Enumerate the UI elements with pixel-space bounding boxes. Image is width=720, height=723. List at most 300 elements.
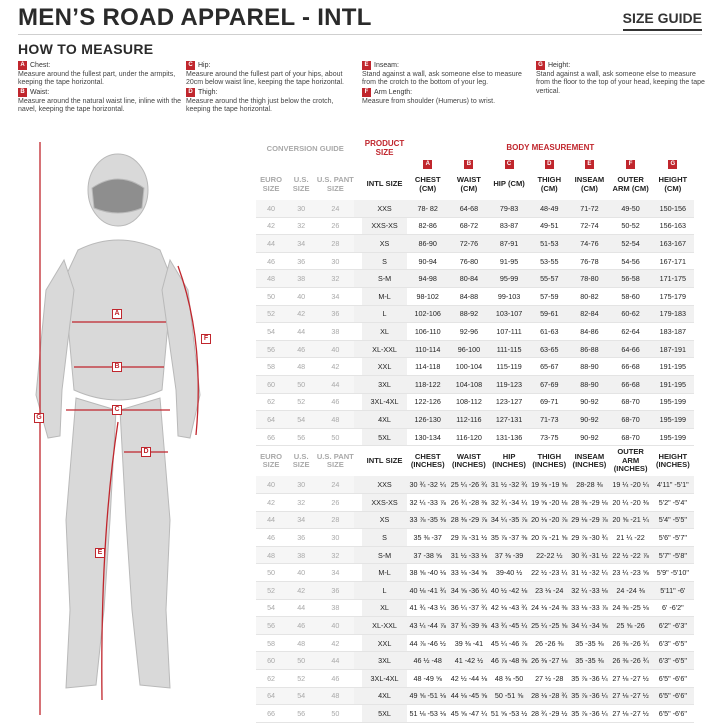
measurement-cell: 104-108 xyxy=(449,376,489,394)
measurement-cell: 88-92 xyxy=(449,305,489,323)
figure-label-e: E xyxy=(95,548,105,558)
measurement-cell: 119-123 xyxy=(489,376,529,394)
measurement-cell: 72-74 xyxy=(569,217,609,235)
figure-label-b: B xyxy=(112,362,122,372)
conversion-cell: 62 xyxy=(256,393,286,411)
conversion-cell: 40 xyxy=(316,340,354,358)
measurement-cell: 191-195 xyxy=(652,376,694,394)
measurement-cell: 90-92 xyxy=(569,411,609,429)
table-row xyxy=(256,217,694,235)
measurement-cell: 195-199 xyxy=(652,393,694,411)
conversion-cell: 40 xyxy=(286,564,316,582)
measurement-cell: 6'3" -6'5" xyxy=(652,652,694,670)
intl-size-cell: 3XL-4XL xyxy=(362,393,406,411)
spacer-cell xyxy=(354,564,362,582)
measurement-cell: 42 ½ -44 ⅛ xyxy=(449,669,489,687)
spacer-cell xyxy=(354,446,362,476)
spacer-cell xyxy=(354,323,362,341)
measurement-cell: 5'6" -5'7" xyxy=(652,529,694,547)
measure-badge: B xyxy=(18,88,27,97)
conversion-cell: 54 xyxy=(286,411,316,429)
measurement-cell: 84-88 xyxy=(449,288,489,306)
measurement-cell: 66-68 xyxy=(610,358,652,376)
conversion-cell: 40 xyxy=(286,288,316,306)
intl-size-cell: XS xyxy=(362,235,406,253)
badge-cell xyxy=(569,158,609,170)
measure-note-e xyxy=(362,61,532,88)
measurement-cell: 187-191 xyxy=(652,340,694,358)
measurement-column-header: THIGH (CM) xyxy=(537,175,562,193)
measurement-cell: 111-115 xyxy=(489,340,529,358)
table-row xyxy=(256,323,694,341)
size-guide-label: SIZE GUIDE xyxy=(623,10,702,31)
conversion-cell: 32 xyxy=(286,217,316,235)
measurement-cell: 22 ½ -22 ⅞ xyxy=(610,546,652,564)
measurement-cell: 183-187 xyxy=(652,323,694,341)
measurement-cell: 6'2" -6'3" xyxy=(652,617,694,635)
measurement-cell: 25 ¼ -25 ⅝ xyxy=(529,617,569,635)
measurement-cell: 167-171 xyxy=(652,252,694,270)
measurement-cell: 5'7" -5'8" xyxy=(652,546,694,564)
spacer-cell xyxy=(256,158,286,170)
spacer-cell xyxy=(354,529,362,547)
conversion-cell: 60 xyxy=(256,652,286,670)
conversion-cell: 36 xyxy=(286,529,316,547)
measure-note-d xyxy=(186,88,356,115)
measurement-cell: 28 ¾ -29 ½ xyxy=(529,705,569,723)
measurement-cell: 76-80 xyxy=(449,252,489,270)
measurement-cell: 27 ⅛ -27 ½ xyxy=(610,705,652,723)
measure-label: Inseam: xyxy=(374,62,399,69)
measurement-cell: 88-90 xyxy=(569,358,609,376)
measurement-cell: 33 ⅞ -35 ⅜ xyxy=(407,511,449,529)
conversion-column-header: EURO SIZE xyxy=(260,451,283,470)
measurement-cell: 6'3" -6'5" xyxy=(652,634,694,652)
conversion-cell: 38 xyxy=(286,546,316,564)
measurement-cell: 29 ⅞ -31 ½ xyxy=(449,529,489,547)
table-row xyxy=(256,393,694,411)
spacer-cell xyxy=(354,217,362,235)
measurement-cell: 25 ¼ -26 ¾ xyxy=(449,476,489,494)
measurement-cell: 51-53 xyxy=(529,235,569,253)
intl-size-cell: L xyxy=(362,305,406,323)
measurement-cell: 103-107 xyxy=(489,305,529,323)
intl-size-cell: XXS xyxy=(362,200,406,218)
measurement-cell: 86-90 xyxy=(407,235,449,253)
measurement-cell: 26 ¾ -28 ⅜ xyxy=(449,494,489,512)
spacer-cell xyxy=(354,546,362,564)
measure-text: Stand against a wall, ask someone else to measure from the crotch to the bottom of your leg. xyxy=(362,70,522,87)
conversion-cell: 30 xyxy=(286,200,316,218)
measurement-cell: 35 -35 ⅜ xyxy=(569,634,609,652)
conversion-cell: 38 xyxy=(316,599,354,617)
conversion-cell: 32 xyxy=(316,546,354,564)
spacer-cell xyxy=(354,200,362,218)
intl-size-cell: S-M xyxy=(362,546,406,564)
measurement-cell: 4'11" -5'1" xyxy=(652,476,694,494)
conversion-cell: 38 xyxy=(286,270,316,288)
measurement-cell: 58-60 xyxy=(610,288,652,306)
table-group-header-row xyxy=(256,140,694,158)
measurement-cell: 37 ¾ -39 ⅜ xyxy=(449,617,489,635)
measurement-cell: 156-163 xyxy=(652,217,694,235)
measurement-cell: 27 ½ -28 xyxy=(529,669,569,687)
measurement-cell: 29 ⅞ -30 ¾ xyxy=(569,529,609,547)
measurement-cell: 40 ⅛ -41 ¾ xyxy=(407,581,449,599)
measurement-cell: 175-179 xyxy=(652,288,694,306)
header-divider xyxy=(18,34,702,35)
conversion-cell: 44 xyxy=(286,599,316,617)
conversion-cell: 56 xyxy=(256,617,286,635)
intl-size-cell: XS xyxy=(362,511,406,529)
measurement-cell: 44 ⅛ -45 ⅝ xyxy=(449,687,489,705)
measurement-cell: 61-63 xyxy=(529,323,569,341)
measurement-cell: 49 ⅝ -51 ⅛ xyxy=(407,687,449,705)
measurement-cell: 20 ⅞ -21 ⅝ xyxy=(529,529,569,547)
measurement-cell: 41 ¾ -43 ¼ xyxy=(407,599,449,617)
intl-size-cell: XL-XXL xyxy=(362,340,406,358)
measurement-cell: 5'4" -5'5" xyxy=(652,511,694,529)
spacer-cell xyxy=(354,511,362,529)
spacer-cell xyxy=(354,652,362,670)
badge-cell xyxy=(489,158,529,170)
spacer-cell xyxy=(354,235,362,253)
measurement-cell: 32 ¼ -33 ⅞ xyxy=(407,494,449,512)
conversion-cell: 46 xyxy=(286,617,316,635)
spacer-cell xyxy=(354,599,362,617)
measurement-cell: 108-112 xyxy=(449,393,489,411)
measurement-cell: 60-62 xyxy=(610,305,652,323)
measurement-cell: 20 ⅛ -20 ⅞ xyxy=(529,511,569,529)
table-header-row-cm xyxy=(256,170,694,200)
conversion-cell: 42 xyxy=(256,217,286,235)
measurement-cell: 82-86 xyxy=(407,217,449,235)
column-badge-c: C xyxy=(505,160,514,169)
measurement-cell: 46 ½ -48 xyxy=(407,652,449,670)
measurement-cell: 43 ¼ -44 ⅞ xyxy=(407,617,449,635)
conversion-cell: 48 xyxy=(286,358,316,376)
conversion-cell: 56 xyxy=(256,340,286,358)
spacer-cell xyxy=(354,376,362,394)
measurement-cell: 87-91 xyxy=(489,235,529,253)
measure-badge: F xyxy=(362,88,371,97)
conversion-cell: 30 xyxy=(316,252,354,270)
measurement-cell: 126-130 xyxy=(407,411,449,429)
intl-size-cell: S-M xyxy=(362,270,406,288)
measure-label: Waist: xyxy=(30,89,50,96)
measurement-cell: 32 ¾ -34 ¼ xyxy=(489,494,529,512)
table-row xyxy=(256,476,694,494)
measurement-cell: 78- 82 xyxy=(407,200,449,218)
intl-size-header: INTL SIZE xyxy=(366,179,403,189)
conversion-cell: 66 xyxy=(256,428,286,446)
measurement-cell: 195-199 xyxy=(652,411,694,429)
spacer-cell xyxy=(362,158,406,170)
conversion-cell: 24 xyxy=(316,200,354,218)
measurement-cell: 195-199 xyxy=(652,428,694,446)
table-row xyxy=(256,411,694,429)
measurement-column-header: HEIGHT (INCHES) xyxy=(655,451,690,470)
spacer-cell xyxy=(354,358,362,376)
conversion-cell: 46 xyxy=(256,529,286,547)
measurement-cell: 37 -38 ⅝ xyxy=(407,546,449,564)
conversion-cell: 40 xyxy=(256,476,286,494)
intl-size-cell: 5XL xyxy=(362,428,406,446)
measurement-cell: 54-56 xyxy=(610,252,652,270)
measurement-cell: 50-52 xyxy=(610,217,652,235)
measure-text: Stand against a wall, ask someone else to measure from the floor to the top of your head, keeping the tape vertical. xyxy=(536,70,705,95)
conversion-cell: 50 xyxy=(316,705,354,723)
conversion-cell: 48 xyxy=(256,270,286,288)
measure-note-a xyxy=(18,61,188,88)
measurement-cell: 74-76 xyxy=(569,235,609,253)
table-row xyxy=(256,652,694,670)
table-row xyxy=(256,235,694,253)
column-badge-d: D xyxy=(545,160,554,169)
spacer-cell xyxy=(354,340,362,358)
table-row xyxy=(256,511,694,529)
spacer-cell xyxy=(354,288,362,306)
table-row xyxy=(256,270,694,288)
measurement-cell: 19 ¼ -20 ¼ xyxy=(610,476,652,494)
measurement-cell: 28-28 ⅜ xyxy=(569,476,609,494)
measurement-column-header: INSEAM (INCHES) xyxy=(572,451,607,470)
spacer-cell xyxy=(354,687,362,705)
conversion-cell: 26 xyxy=(316,217,354,235)
table-badge-row xyxy=(256,158,694,170)
measure-badge: E xyxy=(362,61,371,70)
spacer-cell xyxy=(286,158,316,170)
intl-size-cell: XXL xyxy=(362,634,406,652)
measurement-cell: 83-87 xyxy=(489,217,529,235)
intl-size-cell: XXS-XS xyxy=(362,217,406,235)
conversion-cell: 44 xyxy=(256,235,286,253)
intl-size-cell: L xyxy=(362,581,406,599)
measurement-cell: 90-94 xyxy=(407,252,449,270)
intl-size-cell: M-L xyxy=(362,288,406,306)
conversion-cell: 52 xyxy=(256,305,286,323)
measurement-column-header: CHEST (CM) xyxy=(414,175,441,193)
measurement-cell: 20 ¼ -20 ⅜ xyxy=(610,494,652,512)
measurement-cell: 110-114 xyxy=(407,340,449,358)
conversion-cell: 44 xyxy=(286,323,316,341)
conversion-column-header: U.S. SIZE xyxy=(292,175,310,193)
measurement-cell: 46 ⅞ -48 ⅜ xyxy=(489,652,529,670)
measurement-cell: 26 ⅜ -27 ⅛ xyxy=(529,652,569,670)
size-table xyxy=(256,140,694,723)
badge-cell xyxy=(407,158,449,170)
spacer-cell xyxy=(354,158,362,170)
measurement-cell: 33 ⅛ -34 ⅝ xyxy=(449,564,489,582)
measurement-cell: 45 ⅝ -47 ¼ xyxy=(449,705,489,723)
measurement-cell: 30 ¾ -32 ¼ xyxy=(407,476,449,494)
spacer-cell xyxy=(316,158,354,170)
measurement-column-header: THIGH (INCHES) xyxy=(532,451,567,470)
intl-size-cell: 4XL xyxy=(362,411,406,429)
conversion-cell: 42 xyxy=(286,305,316,323)
spacer-cell xyxy=(354,494,362,512)
intl-size-cell: 4XL xyxy=(362,687,406,705)
measurement-cell: 53-55 xyxy=(529,252,569,270)
measurement-cell: 37 ⅜ -39 xyxy=(489,546,529,564)
intl-size-cell: XXL xyxy=(362,358,406,376)
measurement-cell: 90-92 xyxy=(569,393,609,411)
conversion-cell: 50 xyxy=(286,376,316,394)
figure-label-f: F xyxy=(201,334,211,344)
measurement-cell: 31 ½ -32 ¼ xyxy=(569,564,609,582)
spacer-cell xyxy=(354,305,362,323)
measurement-column-header: WAIST (INCHES) xyxy=(452,451,486,470)
measure-label: Hip: xyxy=(198,62,211,69)
table-row xyxy=(256,340,694,358)
measurement-cell: 20 ⅝ -21 ¼ xyxy=(610,511,652,529)
conversion-column-header: U.S. PANT SIZE xyxy=(316,451,354,470)
spacer-cell xyxy=(354,252,362,270)
measurement-cell: 41 -42 ½ xyxy=(449,652,489,670)
measurement-cell: 102-106 xyxy=(407,305,449,323)
column-badge-b: B xyxy=(464,160,473,169)
measurement-cell: 88-90 xyxy=(569,376,609,394)
measurement-cell: 48 ⅜ -50 xyxy=(489,669,529,687)
intl-size-cell: XL xyxy=(362,323,406,341)
figure-label-d: D xyxy=(141,447,151,457)
intl-size-cell: S xyxy=(362,252,406,270)
measurement-column-header: HIP (CM) xyxy=(493,179,525,189)
measurement-cell: 29 ⅛ -29 ⅞ xyxy=(569,511,609,529)
measure-badge: A xyxy=(18,61,27,70)
measurement-cell: 112-116 xyxy=(449,411,489,429)
spacer-cell xyxy=(354,393,362,411)
measurement-cell: 39 ⅜ -41 xyxy=(449,634,489,652)
measurement-cell: 68-72 xyxy=(449,217,489,235)
conversion-cell: 48 xyxy=(316,687,354,705)
measurement-column-header: CHEST (INCHES) xyxy=(410,451,445,470)
measurement-cell: 73-75 xyxy=(529,428,569,446)
measurement-cell: 92-96 xyxy=(449,323,489,341)
measurement-cell: 27 ⅛ -27 ½ xyxy=(610,687,652,705)
conversion-cell: 36 xyxy=(286,252,316,270)
conversion-cell: 46 xyxy=(316,669,354,687)
conversion-column-header: U.S. SIZE xyxy=(292,451,310,470)
conversion-cell: 44 xyxy=(316,376,354,394)
conversion-cell: 34 xyxy=(286,511,316,529)
conversion-cell: 28 xyxy=(316,235,354,253)
table-row xyxy=(256,546,694,564)
measurement-cell: 24 -24 ⅜ xyxy=(610,581,652,599)
conversion-cell: 34 xyxy=(316,288,354,306)
conversion-cell: 50 xyxy=(256,564,286,582)
spacer-cell xyxy=(354,476,362,494)
conversion-cell: 60 xyxy=(256,376,286,394)
measurement-cell: 26 ⅜ -26 ¾ xyxy=(610,634,652,652)
measurement-cell: 94-98 xyxy=(407,270,449,288)
measurement-cell: 122-126 xyxy=(407,393,449,411)
conversion-cell: 30 xyxy=(286,476,316,494)
measurement-cell: 52-54 xyxy=(610,235,652,253)
measurement-cell: 45 ¼ -46 ⅞ xyxy=(489,634,529,652)
column-badge-a: A xyxy=(423,160,432,169)
conversion-cell: 44 xyxy=(316,652,354,670)
measurement-cell: 38 ⅝ -40 ⅛ xyxy=(407,564,449,582)
table-header-row-inches xyxy=(256,446,694,476)
measurement-cell: 131-136 xyxy=(489,428,529,446)
measure-note-f xyxy=(362,88,532,106)
measurement-cell: 6'5" -6'6" xyxy=(652,687,694,705)
conversion-cell: 32 xyxy=(286,494,316,512)
measurement-cell: 127-131 xyxy=(489,411,529,429)
measurement-cell: 35 ⅜ -37 xyxy=(407,529,449,547)
measurement-cell: 5'9" -5'10" xyxy=(652,564,694,582)
measurement-cell: 5'2" -5'4" xyxy=(652,494,694,512)
conversion-cell: 44 xyxy=(256,511,286,529)
conversion-cell: 34 xyxy=(286,235,316,253)
measurement-cell: 68-70 xyxy=(610,393,652,411)
column-badge-f: F xyxy=(626,160,635,169)
measurement-cell: 171-175 xyxy=(652,270,694,288)
measurement-cell: 34 ¼ -35 ⅞ xyxy=(489,511,529,529)
measurement-cell: 163-167 xyxy=(652,235,694,253)
measurement-cell: 31 ½ -33 ⅛ xyxy=(449,546,489,564)
conversion-cell: 64 xyxy=(256,687,286,705)
intl-size-cell: M-L xyxy=(362,564,406,582)
measurement-cell: 179-183 xyxy=(652,305,694,323)
right-arm-shape xyxy=(162,260,200,438)
measure-note-b xyxy=(18,88,188,115)
measurement-cell: 71-73 xyxy=(529,411,569,429)
intl-size-cell: XL xyxy=(362,599,406,617)
conversion-cell: 42 xyxy=(286,581,316,599)
conversion-cell: 42 xyxy=(316,634,354,652)
conversion-cell: 36 xyxy=(316,305,354,323)
measurement-cell: 55-57 xyxy=(529,270,569,288)
measurement-cell: 35 ⅞ -37 ⅜ xyxy=(489,529,529,547)
conversion-cell: 30 xyxy=(316,529,354,547)
measurement-cell: 19 ⅜ -19 ⅝ xyxy=(529,476,569,494)
conversion-cell: 62 xyxy=(256,669,286,687)
measurement-cell: 22 ½ -23 ¼ xyxy=(529,564,569,582)
measure-label: Arm Length: xyxy=(374,89,413,96)
measurement-cell: 91-95 xyxy=(489,252,529,270)
measurement-cell: 28 ⅛ -28 ¾ xyxy=(529,687,569,705)
measurement-cell: 51 ⅛ -53 ⅛ xyxy=(407,705,449,723)
table-row xyxy=(256,529,694,547)
measure-text: Measure around the thigh just below the crotch, keeping the tape horizontal. xyxy=(186,97,334,114)
conversion-cell: 36 xyxy=(316,581,354,599)
measurement-cell: 28 ⅜ -29 ⅛ xyxy=(569,494,609,512)
measurement-column-header: OUTER ARM (CM) xyxy=(612,175,649,193)
measurement-cell: 64-66 xyxy=(610,340,652,358)
measure-text: Measure around the natural waist line, inline with the navel, keeping the tape horizontal. xyxy=(18,97,182,114)
spacer-cell xyxy=(354,140,362,158)
measurement-cell: 68-70 xyxy=(610,428,652,446)
conversion-cell: 46 xyxy=(286,340,316,358)
measurement-cell: 43 ¾ -45 ¼ xyxy=(489,617,529,635)
measurement-cell: 28 ⅜ -29 ⅞ xyxy=(449,511,489,529)
conversion-cell: 56 xyxy=(286,705,316,723)
conversion-cell: 66 xyxy=(256,705,286,723)
measurement-cell: 64-68 xyxy=(449,200,489,218)
measure-text: Measure from shoulder (Humerus) to wrist. xyxy=(362,97,496,105)
measurement-cell: 34 ⅝ -36 ¼ xyxy=(449,581,489,599)
table-row xyxy=(256,358,694,376)
intl-size-cell: XL-XXL xyxy=(362,617,406,635)
measurement-cell: 96-100 xyxy=(449,340,489,358)
measurement-cell: 114-118 xyxy=(407,358,449,376)
measurement-cell: 33 ⅛ -33 ⅞ xyxy=(569,599,609,617)
conversion-guide-header: CONVERSION GUIDE xyxy=(266,143,344,153)
spacer-cell xyxy=(354,270,362,288)
conversion-cell: 58 xyxy=(256,358,286,376)
